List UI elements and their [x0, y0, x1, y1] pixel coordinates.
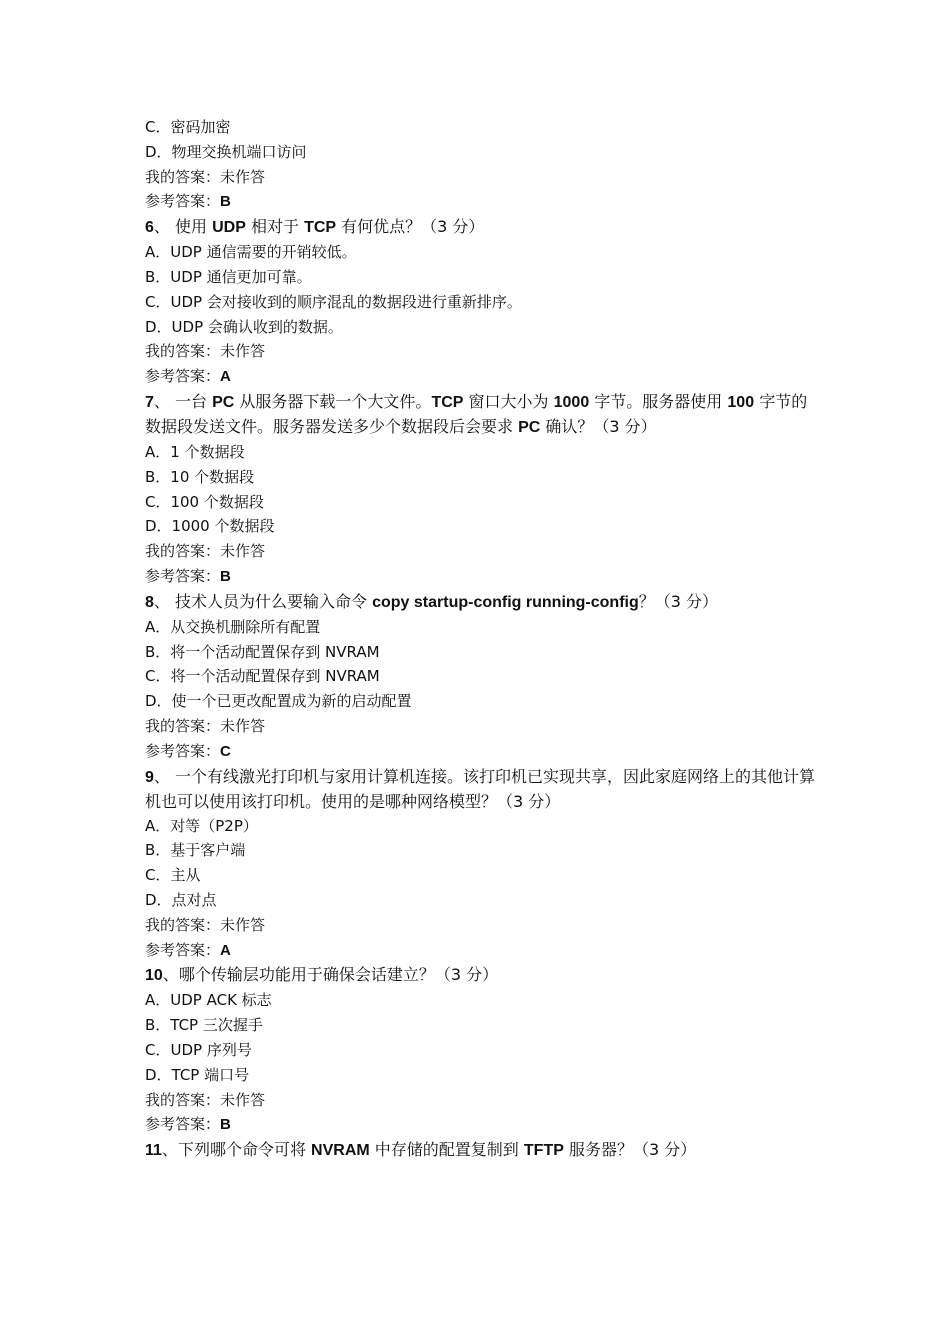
question-number: 6 [145, 219, 154, 237]
question-text: 10、哪个传输层功能用于确保会话建立？（3 分） [145, 965, 499, 985]
question-number: 11 [145, 1142, 162, 1160]
option: D．使一个已更改配置成为新的启动配置 [145, 692, 412, 711]
option: C．UDP 会对接收到的顺序混乱的数据段进行重新排序。 [145, 292, 522, 311]
option: D．UDP 会确认收到的数据。 [145, 317, 343, 336]
option: A．1 个数据段 [145, 442, 245, 461]
option: D．TCP 端口号 [145, 1065, 250, 1084]
option: D．物理交换机端口访问 [145, 142, 307, 161]
question-number: 8 [145, 593, 154, 611]
option: B．基于客户端 [145, 841, 246, 860]
question-text: 8、 技术人员为什么要输入命令 copy startup-config running-config？（3 分） [145, 591, 719, 611]
question-list [145, 215, 815, 1163]
question-text: 11、下列哪个命令可将 NVRAM 中存储的配置复制到 TFTP 服务器？（3 分） [145, 1140, 697, 1160]
reference-answer: 参考答案：B [145, 566, 231, 585]
question-block [145, 390, 815, 590]
question-block [145, 765, 815, 964]
option: A．对等（P2P） [145, 816, 258, 835]
option: D．点对点 [145, 890, 217, 909]
question-block [145, 590, 815, 765]
question-number: 9 [145, 768, 154, 786]
option: D．1000 个数据段 [145, 517, 275, 536]
reference-answer: 参考答案：A [145, 940, 231, 959]
option: C．UDP 序列号 [145, 1040, 252, 1059]
question-text: 6、 使用 UDP 相对于 TCP 有何优点？（3 分） [145, 217, 485, 237]
question-block [145, 215, 815, 390]
option: C．100 个数据段 [145, 492, 264, 511]
reference-answer: 参考答案：B [145, 1115, 231, 1134]
my-answer: 我的答案：未作答 [145, 915, 266, 934]
prev-question-tail [145, 115, 815, 215]
question-number: 7 [145, 393, 154, 411]
my-answer: 我的答案：未作答 [145, 542, 266, 561]
document-page [145, 115, 815, 1163]
option: B．TCP 三次握手 [145, 1016, 263, 1035]
option: A．从交换机删除所有配置 [145, 617, 321, 636]
question-text: 9、 一个有线激光打印机与家用计算机连接。该打印机已实现共享，因此家庭网络上的其他计算机也可以使用该打印机。使用的是哪种网络模型？（3 分） [145, 766, 816, 811]
reference-answer: 参考答案：A [145, 367, 231, 386]
option: C．将一个活动配置保存到 NVRAM [145, 667, 380, 686]
option: C．主从 [145, 866, 201, 885]
question-number: 10 [145, 967, 163, 985]
option: B．UDP 通信更加可靠。 [145, 267, 312, 286]
option: A．UDP 通信需要的开销较低。 [145, 243, 357, 262]
reference-answer: 参考答案：C [145, 741, 231, 760]
my-answer: 我的答案：未作答 [145, 716, 266, 735]
option: B．将一个活动配置保存到 NVRAM [145, 642, 380, 661]
option: C．密码加密 [145, 118, 231, 136]
option: B．10 个数据段 [145, 467, 255, 486]
option: A．UDP ACK 标志 [145, 991, 272, 1010]
question-block [145, 963, 815, 1138]
my-answer: 我的答案：未作答 [145, 342, 266, 361]
my-answer: 我的答案：未作答 [145, 1090, 266, 1109]
reference-answer: 参考答案：B [145, 192, 231, 211]
question-text: 7、 一台 PC 从服务器下载一个大文件。TCP 窗口大小为 1000 字节。服务器使用 100 字节的数据段发送文件。服务器发送多少个数据段后会要求 PC 确认？（3 分） [145, 391, 808, 436]
my-answer: 我的答案：未作答 [145, 167, 266, 186]
question-block [145, 1138, 815, 1163]
